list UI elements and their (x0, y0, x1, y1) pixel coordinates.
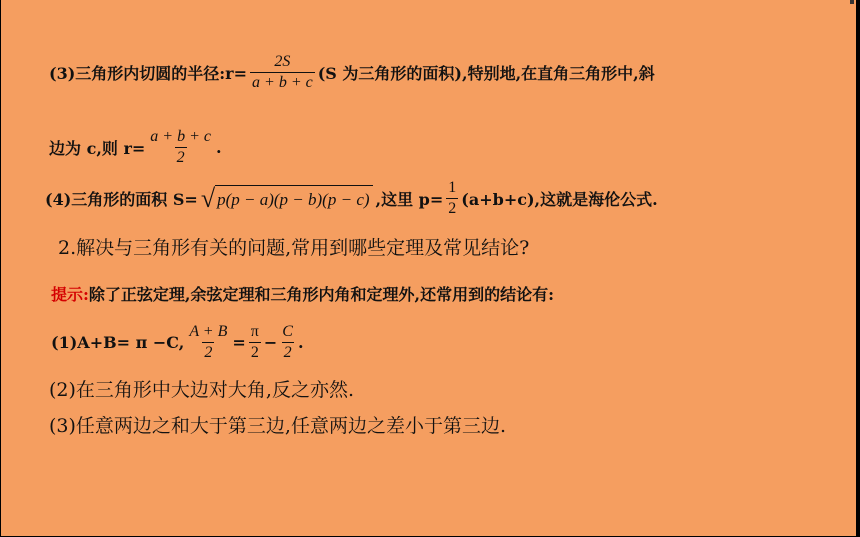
pi-numerator: π (250, 323, 259, 340)
heron-formula-line (45, 178, 658, 219)
heron-radicand: p(p − a)(p − b)(p − c) (215, 185, 372, 213)
conclusion-1-lead: (1)A+B= π −C, (51, 333, 185, 352)
heron-lead: (4)三角形的面积 S= (45, 190, 198, 209)
question-2: 2.解决与三角形有关的问题,常用到哪些定理及常见结论? (58, 237, 530, 259)
pi-denominator: 2 (250, 344, 259, 361)
conclusion-1 (51, 322, 304, 363)
inradius-tail: (S 为三角形的面积),特别地,在直角三角形中,斜 (317, 64, 655, 83)
right-triangle-lead: 边为 c,则 r= (49, 139, 146, 158)
pi-half-fraction (249, 322, 261, 363)
radical-sign: √ (200, 183, 216, 213)
inradius-denominator: a + b + c (252, 74, 313, 91)
half-fraction (446, 178, 458, 219)
slide-panel (1, 0, 856, 536)
half-numerator: 1 (448, 179, 457, 196)
half-sum-denominator: 2 (204, 344, 213, 361)
c-denominator: 2 (283, 344, 292, 361)
conclusion-1-tail: . (297, 333, 304, 352)
c-half-fraction (280, 322, 295, 363)
half-sum-numerator: A + B (189, 323, 228, 340)
right-triangle-tail: . (216, 138, 222, 157)
conclusion-3: (3)任意两边之和大于第三边,任意两边之差小于第三边. (49, 415, 506, 437)
right-triangle-numerator: a + b + c (150, 128, 211, 145)
half-denominator: 2 (448, 200, 457, 217)
inradius-formula-line (49, 52, 655, 93)
inradius-fraction (250, 52, 315, 93)
inradius-numerator: 2S (274, 53, 291, 70)
half-sum-fraction (187, 322, 229, 363)
right-triangle-inradius-line (49, 127, 222, 168)
hint-label: 提示: (51, 285, 89, 304)
right-triangle-fraction (148, 127, 213, 168)
heron-sqrt (201, 185, 373, 213)
inradius-lead: (3)三角形内切圆的半径:r= (49, 64, 248, 83)
hint-line (51, 282, 554, 305)
c-numerator: C (282, 323, 293, 340)
conclusion-2: (2)在三角形中大边对大角,反之亦然. (49, 379, 354, 401)
heron-tail: (a+b+c),这就是海伦公式. (461, 190, 658, 209)
minus-sign: − (263, 333, 278, 352)
hint-text: 除了正弦定理,余弦定理和三角形内角和定理外,还常用到的结论有: (88, 285, 554, 304)
right-triangle-denominator: 2 (176, 149, 185, 166)
equals-sign: = (232, 333, 246, 352)
corner-mark (850, 0, 854, 4)
heron-mid: ,这里 p= (375, 190, 444, 209)
